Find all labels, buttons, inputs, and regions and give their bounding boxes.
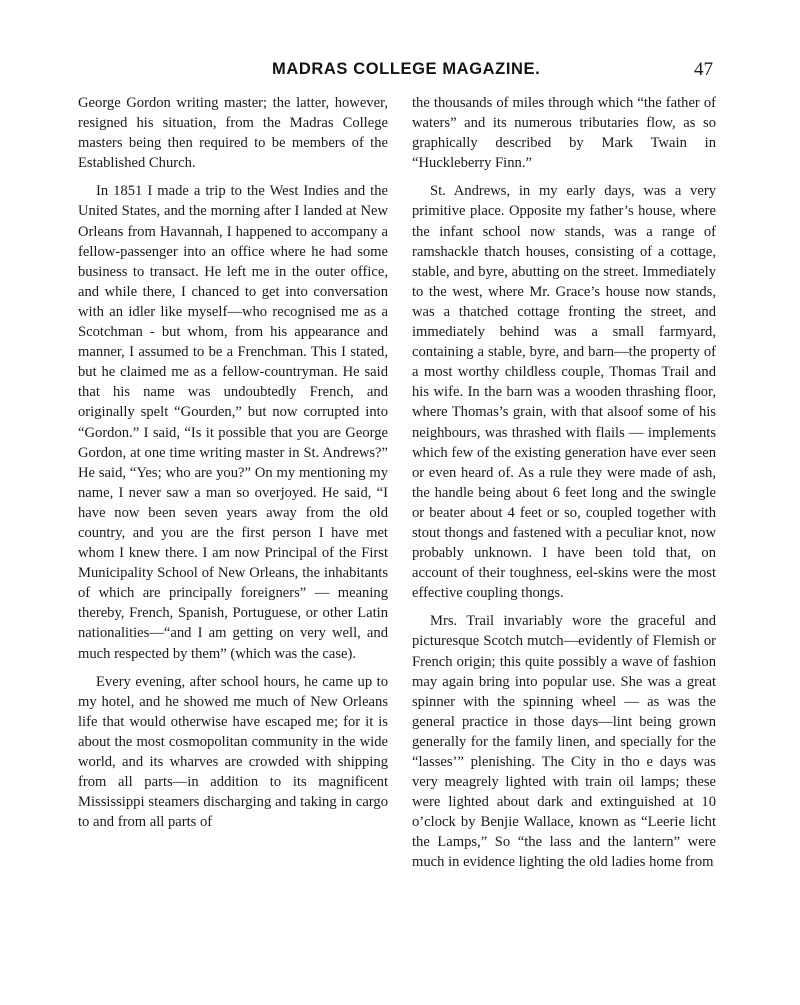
paragraph: George Gordon writing master; the latter, however, resigned his situation, from the Madras College masters being then required to be members of the Established Church. [78, 95, 388, 172]
paragraph: the thousands of miles through which “the father of waters” and its numerous tributaries flow, as so graphically described by Mark Twain in “Huckleberry Finn.” [412, 95, 716, 172]
paragraph: Every evening, after school hours, he came up to my hotel, and he showed me much of New Orleans life that would otherwise have escaped me; for it is about the most cosmopolitan community in the wide world, and its wharves are crowded with shipping from all parts—in addition to its magnificent Mississippi steamers discharging and taking in cargo to and from all parts of [78, 673, 388, 831]
page-number: 47 [694, 59, 713, 80]
left-column [78, 93, 388, 840]
page-header [0, 60, 800, 90]
paragraph: Mrs. Trail invariably wore the graceful and picturesque Scotch mutch—evidently of Flemish or French origin; this quite possibly a wave of fashion may again bring into popular use. She was a great spinner with the spinning wheel — as was the general practice in those days—lint being grown generally for the family linen, and specially for the “lasses’” plenishing. The City in tho e days was very meagrely lighted with train oil lamps; these were lighted about dark and extinguished at 10 o’clock by Benjie Wallace, known as “Leerie licht the Lamps,” So “the lass and the lantern” were much in evidence lighting the old ladies home from [412, 613, 716, 871]
right-column [412, 93, 716, 881]
paragraph: In 1851 I made a trip to the West Indies and the United States, and the morning after I landed at New Orleans from Havannah, I happened to accompany a fellow-passenger into an office where he had some business to transact. He left me in the outer office, and while there, I chanced to get into conversation with an idler like myself—who recognised me as a Scotchman - but whom, from his appearance and manner, I assumed to be a Frenchman. This I stated, but he claimed me as a fellow-countryman. He said that his name was undoubtedly French, and originally spelt “Gourden,” but now corrupted into “Gordon.” I said, “Is it possible that you are George Gordon, at one time writing master in St. Andrews?” He said, “Yes; who are you?” On my mentioning my name, I never saw a man so overjoyed. He said, “I have now been seven years away from the old country, and you are the first person I have met whom I knew there. I am now Principal of the First Municipality School of New Orleans, the inhabitants of which are principally foreigners” — meaning thereby, French, Spanish, Portuguese, or other Latin nationalities—“and I am getting on very well, and much respected by them” (which was the case). [78, 183, 388, 662]
paragraph: St. Andrews, in my early days, was a very primitive place. Opposite my father’s house, where the infant school now stands, was a range of ramshackle thatch houses, consisting of a cottage, stable, and byre, abutting on the street. Immediately to the west, where Mr. Grace’s house now stands, was a thatched cottage fronting the street, and immediately behind was a small farmyard, containing a stable, byre, and barn—the property of a most worthy childless couple, Thomas Trail and his wife. In the barn was a wooden thrashing floor, where Thomas’s grain, with that alsoof some of his neighbours, was thrashed with flails — implements which few of the existing generation have ever seen or even heard of. As a rule they were made of ash, the handle being about 6 feet long and the swingle or beater about 4 feet or so, coupled together with stout thongs and fastened with a peculiar knot, now probably unknown. I have been told that, on account of their toughness, eel-skins were the most effective coupling thongs. [412, 183, 716, 602]
running-title: MADRAS COLLEGE MAGAZINE. [272, 60, 541, 78]
